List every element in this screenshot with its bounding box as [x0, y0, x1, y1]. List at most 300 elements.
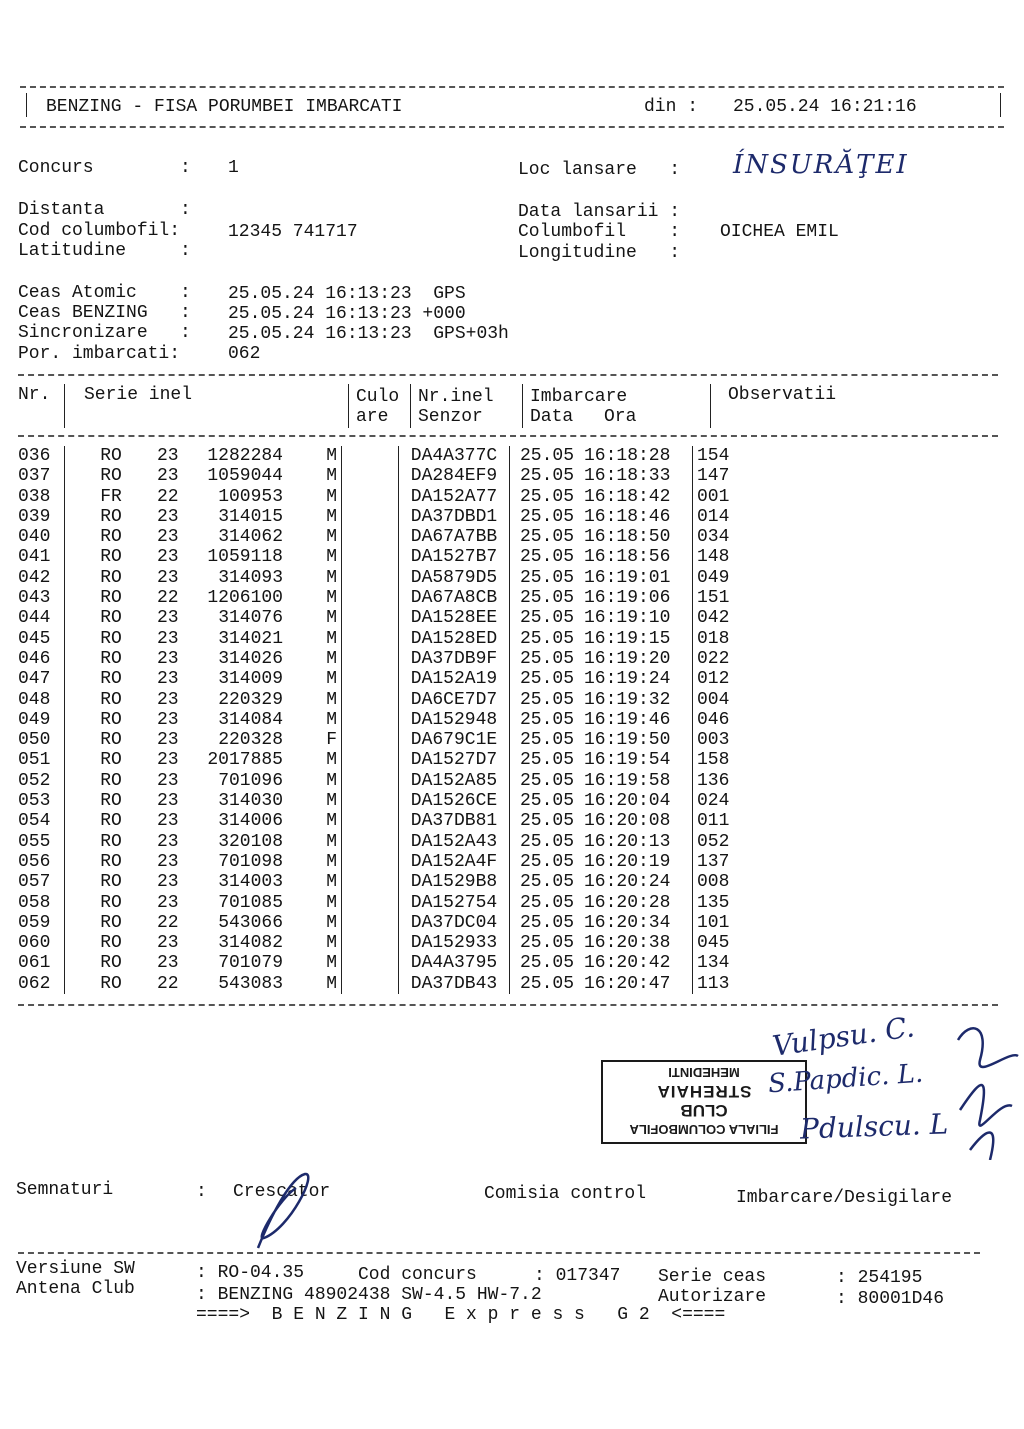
row-ring: 314009 [218, 669, 283, 690]
table-row [18, 547, 757, 567]
row-nr: 039 [18, 507, 65, 527]
row-time: 16:20:47 [584, 974, 693, 994]
table-bottom-rule [18, 1004, 998, 1006]
imbarcare-desigilare-label: Imbarcare/Desigilare [736, 1188, 953, 1208]
row-nr: 052 [18, 771, 65, 791]
row-date: 25.05 [519, 831, 574, 852]
row-color [342, 974, 399, 994]
row-chip: DA152A43 [399, 832, 510, 852]
row-sex: M [283, 771, 342, 791]
row-obs: 042 [697, 608, 730, 629]
comisia-control-label: Comisia control [484, 1184, 647, 1204]
row-date: 25.05 [519, 669, 574, 690]
table-row [18, 730, 757, 750]
row-country: RO [100, 831, 122, 852]
row-date: 25.05 [519, 973, 574, 994]
row-nr: 038 [18, 487, 65, 507]
row-year: 23 [157, 851, 179, 872]
row-year: 23 [157, 669, 179, 690]
antena-club-label: Antena Club [16, 1279, 135, 1299]
row-chip: DA1526CE [399, 791, 510, 811]
row-date: 25.05 [519, 608, 574, 629]
row-year: 23 [157, 608, 179, 629]
row-ring: 100953 [218, 486, 283, 507]
handwritten-signature-3: Pdulscu. L [799, 1107, 949, 1146]
row-color [342, 872, 399, 892]
row-time: 16:19:10 [584, 608, 693, 628]
serie-ceas-label: Serie ceas [658, 1267, 767, 1287]
row-chip: DA4A3795 [399, 953, 510, 973]
row-time: 16:19:50 [584, 730, 693, 750]
row-time: 16:18:56 [584, 547, 693, 567]
row-sex: M [283, 466, 342, 486]
row-color [342, 811, 399, 831]
row-chip: DA1528ED [399, 629, 510, 649]
row-year: 23 [157, 750, 179, 771]
row-nr: 059 [18, 913, 65, 933]
stamp-line-3: STREHAIA [656, 1082, 752, 1101]
row-obs: 018 [697, 628, 730, 649]
row-time: 16:20:04 [584, 791, 693, 811]
row-country: RO [100, 791, 122, 812]
row-color [342, 507, 399, 527]
row-chip: DA37DC04 [399, 913, 510, 933]
row-year: 23 [157, 648, 179, 669]
table-row [18, 893, 757, 913]
row-date: 25.05 [519, 811, 574, 832]
header-datetime: 25.05.24 16:21:16 [733, 97, 917, 117]
row-nr: 045 [18, 629, 65, 649]
row-obs: 012 [697, 669, 730, 690]
row-date: 25.05 [519, 892, 574, 913]
row-year: 23 [157, 730, 179, 751]
row-obs: 151 [697, 588, 730, 609]
antena-club-value: : BENZING 48902438 SW-4.5 HW-7.2 [196, 1285, 542, 1305]
row-time: 16:18:28 [584, 446, 693, 466]
row-ring: 314026 [218, 648, 283, 669]
row-nr: 054 [18, 811, 65, 831]
row-date: 25.05 [519, 628, 574, 649]
row-ring: 701085 [218, 892, 283, 913]
row-time: 16:20:42 [584, 953, 693, 973]
row-date: 25.05 [519, 506, 574, 527]
benzing-express-line: ====> B E N Z I N G E x p r e s s G 2 <==== [196, 1305, 726, 1325]
row-country: RO [100, 689, 122, 710]
row-date: 25.05 [519, 770, 574, 791]
row-ring: 701098 [218, 851, 283, 872]
row-ring: 320108 [218, 831, 283, 852]
table-row [18, 974, 757, 994]
row-country: RO [100, 730, 122, 751]
row-sex: M [283, 649, 342, 669]
row-year: 22 [157, 912, 179, 933]
crescator-signature-icon [250, 1168, 320, 1252]
row-country: RO [100, 872, 122, 893]
row-nr: 053 [18, 791, 65, 811]
table-top-rule [18, 374, 998, 376]
col-header-divider-culo [410, 384, 411, 428]
row-country: RO [100, 811, 122, 832]
row-ring: 543066 [218, 912, 283, 933]
row-color [342, 568, 399, 588]
header-top-rule [20, 86, 1004, 88]
row-ring: 701079 [218, 953, 283, 974]
ceas-benzing-value: 25.05.24 16:13:23 +000 [228, 304, 466, 324]
row-nr: 055 [18, 832, 65, 852]
table-row [18, 588, 757, 608]
table-row [18, 953, 757, 973]
columbofil-label: Columbofil : [518, 222, 681, 242]
row-time: 16:19:20 [584, 649, 693, 669]
row-date: 25.05 [519, 851, 574, 872]
row-sex: M [283, 487, 342, 507]
row-obs: 052 [697, 831, 730, 852]
row-ring: 701096 [218, 770, 283, 791]
row-time: 16:19:06 [584, 588, 693, 608]
row-obs: 022 [697, 648, 730, 669]
row-date: 25.05 [519, 709, 574, 730]
table-row [18, 527, 757, 547]
col-header-nr: Nr. [18, 385, 51, 405]
row-country: RO [100, 506, 122, 527]
row-year: 23 [157, 933, 179, 954]
row-sex: M [283, 974, 342, 994]
row-chip: DA37DBD1 [399, 507, 510, 527]
row-time: 16:18:46 [584, 507, 693, 527]
row-chip: DA284EF9 [399, 466, 510, 486]
row-year: 23 [157, 466, 179, 487]
row-nr: 057 [18, 872, 65, 892]
row-year: 22 [157, 486, 179, 507]
row-nr: 049 [18, 710, 65, 730]
row-ring: 220328 [218, 730, 283, 751]
porumbei-imbarcati-label: Por. imbarcati: [18, 344, 181, 364]
row-sex: M [283, 872, 342, 892]
row-sex: M [283, 527, 342, 547]
row-sex: F [283, 730, 342, 750]
table-row [18, 791, 757, 811]
row-time: 16:20:38 [584, 933, 693, 953]
table-row [18, 649, 757, 669]
table-row [18, 629, 757, 649]
row-nr: 041 [18, 547, 65, 567]
row-time: 16:20:34 [584, 913, 693, 933]
row-ring: 314003 [218, 872, 283, 893]
row-obs: 136 [697, 770, 730, 791]
row-chip: DA37DB43 [399, 974, 510, 994]
col-header-divider-senzor [522, 384, 523, 428]
row-obs: 046 [697, 709, 730, 730]
row-sex: M [283, 547, 342, 567]
row-nr: 047 [18, 669, 65, 689]
row-date: 25.05 [519, 527, 574, 548]
row-date: 25.05 [519, 446, 574, 466]
table-row [18, 568, 757, 588]
row-nr: 051 [18, 750, 65, 770]
row-obs: 049 [697, 567, 730, 588]
table-row [18, 466, 757, 486]
footer-rule [18, 1252, 980, 1254]
row-nr: 048 [18, 690, 65, 710]
row-year: 23 [157, 628, 179, 649]
row-year: 22 [157, 588, 179, 609]
row-time: 16:20:13 [584, 832, 693, 852]
ceas-atomic-value: 25.05.24 16:13:23 GPS [228, 284, 466, 304]
row-chip: DA37DB9F [399, 649, 510, 669]
table-row [18, 690, 757, 710]
row-chip: DA152A85 [399, 771, 510, 791]
row-year: 23 [157, 811, 179, 832]
row-color [342, 893, 399, 913]
table-row [18, 669, 757, 689]
row-country: RO [100, 669, 122, 690]
stamp-line-1: FILIALA COLUMBOFILA [629, 1122, 779, 1137]
table-row [18, 852, 757, 872]
row-date: 25.05 [519, 486, 574, 507]
row-sex: M [283, 588, 342, 608]
semnaturi-label: Semnaturi [16, 1180, 114, 1200]
row-ring: 314084 [218, 709, 283, 730]
row-color [342, 527, 399, 547]
loc-lansare-label: Loc lansare : [518, 160, 681, 180]
cod-concurs-label: Cod concurs [358, 1265, 477, 1285]
row-color [342, 547, 399, 567]
row-obs: 113 [697, 973, 730, 994]
row-color [342, 629, 399, 649]
row-nr: 058 [18, 893, 65, 913]
row-chip: DA152948 [399, 710, 510, 730]
row-country: RO [100, 973, 122, 994]
row-country: RO [100, 750, 122, 771]
row-year: 23 [157, 892, 179, 913]
row-color [342, 771, 399, 791]
row-obs: 154 [697, 446, 730, 466]
row-ring: 314093 [218, 567, 283, 588]
row-time: 16:19:15 [584, 629, 693, 649]
row-nr: 044 [18, 608, 65, 628]
row-country: RO [100, 709, 122, 730]
row-year: 23 [157, 689, 179, 710]
row-obs: 024 [697, 791, 730, 812]
row-country: RO [100, 892, 122, 913]
pigeon-table [18, 446, 757, 994]
col-header-data: Data [530, 407, 574, 427]
row-nr: 040 [18, 527, 65, 547]
col-header-serie: Serie inel [84, 385, 193, 405]
table-row [18, 811, 757, 831]
row-obs: 147 [697, 466, 730, 487]
table-row [18, 608, 757, 628]
data-lansarii-label: Data lansarii : [518, 202, 681, 222]
ceas-benzing-label: Ceas BENZING : [18, 303, 191, 323]
row-nr: 062 [18, 974, 65, 994]
row-time: 16:18:42 [584, 487, 693, 507]
row-chip: DA5879D5 [399, 568, 510, 588]
row-country: RO [100, 628, 122, 649]
concurs-label: Concurs : [18, 158, 191, 178]
pigeon-table-body [18, 446, 757, 994]
table-row [18, 913, 757, 933]
semnaturi-colon: : [196, 1182, 207, 1202]
row-date: 25.05 [519, 791, 574, 812]
row-color [342, 446, 399, 466]
row-time: 16:18:33 [584, 466, 693, 486]
row-ring: 1059044 [207, 466, 283, 487]
autorizare-value: : 80001D46 [836, 1289, 945, 1309]
distanta-label: Distanta : [18, 200, 191, 220]
row-ring: 1059118 [207, 547, 283, 568]
row-color [342, 608, 399, 628]
row-date: 25.05 [519, 547, 574, 568]
row-year: 22 [157, 973, 179, 994]
row-country: RO [100, 953, 122, 974]
row-nr: 056 [18, 852, 65, 872]
row-color [342, 913, 399, 933]
row-date: 25.05 [519, 567, 574, 588]
row-nr: 037 [18, 466, 65, 486]
header-bottom-rule [20, 126, 1004, 128]
col-header-culo: Culo [356, 387, 400, 407]
table-row [18, 832, 757, 852]
table-row [18, 487, 757, 507]
row-ring: 1206100 [207, 588, 283, 609]
row-country: RO [100, 567, 122, 588]
row-sex: M [283, 832, 342, 852]
row-year: 23 [157, 506, 179, 527]
row-sex: M [283, 608, 342, 628]
row-color [342, 933, 399, 953]
row-sex: M [283, 669, 342, 689]
row-color [342, 852, 399, 872]
row-color [342, 832, 399, 852]
row-year: 23 [157, 770, 179, 791]
row-sex: M [283, 710, 342, 730]
row-sex: M [283, 568, 342, 588]
row-obs: 158 [697, 750, 730, 771]
table-row [18, 933, 757, 953]
row-date: 25.05 [519, 912, 574, 933]
autorizare-label: Autorizare [658, 1287, 767, 1307]
longitudine-label: Longitudine : [518, 243, 681, 263]
row-chip: DA152A4F [399, 852, 510, 872]
row-obs: 034 [697, 527, 730, 548]
row-chip: DA1527D7 [399, 750, 510, 770]
row-time: 16:20:19 [584, 852, 693, 872]
row-country: RO [100, 851, 122, 872]
row-sex: M [283, 690, 342, 710]
row-obs: 003 [697, 730, 730, 751]
table-row [18, 507, 757, 527]
row-color [342, 953, 399, 973]
row-sex: M [283, 953, 342, 973]
col-header-divider-serie [348, 384, 349, 428]
row-sex: M [283, 811, 342, 831]
row-time: 16:18:50 [584, 527, 693, 547]
row-sex: M [283, 933, 342, 953]
row-time: 16:19:46 [584, 710, 693, 730]
row-date: 25.05 [519, 872, 574, 893]
row-ring: 314076 [218, 608, 283, 629]
row-obs: 014 [697, 506, 730, 527]
col-header-observatii: Observatii [728, 385, 837, 405]
row-year: 23 [157, 872, 179, 893]
row-nr: 061 [18, 953, 65, 973]
row-sex: M [283, 791, 342, 811]
row-ring: 543083 [218, 973, 283, 994]
row-color [342, 466, 399, 486]
row-year: 23 [157, 567, 179, 588]
document-title: BENZING - FISA PORUMBEI IMBARCATI [46, 97, 403, 117]
stamp-line-4: MEHEDINTI [668, 1065, 740, 1080]
serie-ceas-value: : 254195 [836, 1268, 923, 1288]
row-sex: M [283, 913, 342, 933]
col-header-imbarcare: Imbarcare [530, 387, 628, 407]
row-time: 16:19:01 [584, 568, 693, 588]
row-color [342, 649, 399, 669]
row-date: 25.05 [519, 750, 574, 771]
row-nr: 042 [18, 568, 65, 588]
row-nr: 050 [18, 730, 65, 750]
row-time: 16:20:08 [584, 811, 693, 831]
row-country: RO [100, 912, 122, 933]
row-date: 25.05 [519, 466, 574, 487]
row-nr: 043 [18, 588, 65, 608]
row-time: 16:19:24 [584, 669, 693, 689]
row-sex: M [283, 893, 342, 913]
row-chip: DA1527B7 [399, 547, 510, 567]
row-ring: 220329 [218, 689, 283, 710]
col-header-are: are [356, 407, 389, 427]
row-sex: M [283, 750, 342, 770]
row-date: 25.05 [519, 953, 574, 974]
row-time: 16:19:54 [584, 750, 693, 770]
row-ring: 314030 [218, 791, 283, 812]
row-chip: DA4A377C [399, 446, 510, 466]
row-nr: 046 [18, 649, 65, 669]
row-obs: 134 [697, 953, 730, 974]
row-ring: 314021 [218, 628, 283, 649]
row-color [342, 669, 399, 689]
row-nr: 060 [18, 933, 65, 953]
row-time: 16:19:32 [584, 690, 693, 710]
row-year: 23 [157, 831, 179, 852]
col-header-senzor: Senzor [418, 407, 483, 427]
row-ring: 314006 [218, 811, 283, 832]
row-obs: 045 [697, 933, 730, 954]
row-country: RO [100, 770, 122, 791]
header-right-bar [1000, 93, 1001, 117]
row-sex: M [283, 629, 342, 649]
table-row [18, 750, 757, 770]
row-ring: 1282284 [207, 446, 283, 466]
row-chip: DA67A7BB [399, 527, 510, 547]
row-chip: DA152A19 [399, 669, 510, 689]
row-date: 25.05 [519, 588, 574, 609]
handwritten-signature-1: Vulpsu. C. [770, 1010, 917, 1063]
row-date: 25.05 [519, 933, 574, 954]
row-year: 23 [157, 709, 179, 730]
row-sex: M [283, 446, 342, 466]
handwritten-signature-2: S.Papdic. L. [767, 1058, 925, 1100]
row-chip: DA152754 [399, 893, 510, 913]
signature-scribbles-icon [930, 1010, 1024, 1160]
row-ring: 2017885 [207, 750, 283, 771]
row-time: 16:20:24 [584, 872, 693, 892]
row-sex: M [283, 507, 342, 527]
row-obs: 011 [697, 811, 730, 832]
row-chip: DA152A77 [399, 487, 510, 507]
row-obs: 008 [697, 872, 730, 893]
